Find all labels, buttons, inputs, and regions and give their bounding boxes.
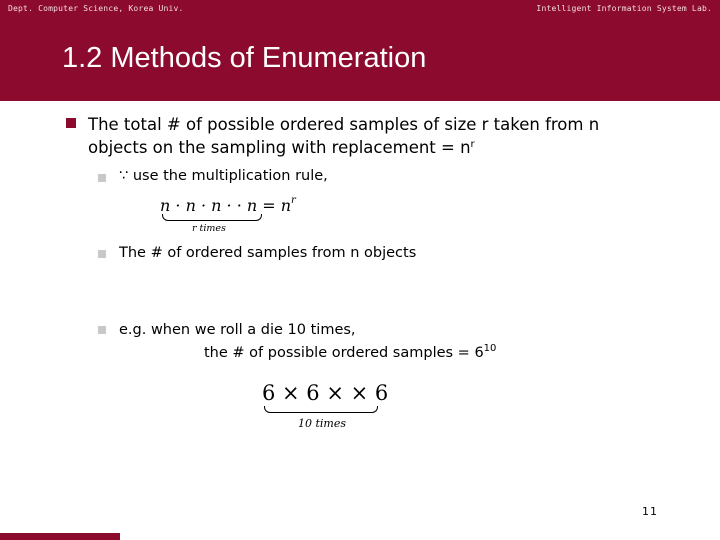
- sub-bullet-icon: [98, 174, 106, 182]
- header-bar: [0, 0, 720, 101]
- sub-bullet-3-cont-text: the # of possible ordered samples = 6: [204, 345, 484, 361]
- main-bullet-line2-text: objects on the sampling with replacement = n: [88, 138, 471, 157]
- formula-multiplication-exponent: r: [291, 195, 296, 206]
- main-bullet-line1: The total # of possible ordered samples of size r taken from n: [88, 115, 600, 134]
- formula-multiplication-brace: [162, 214, 262, 221]
- page-number: 11: [642, 505, 658, 518]
- sub-bullet-3: e.g. when we roll a die 10 times,: [119, 322, 356, 338]
- formula-die-rolls-label: 10 times: [298, 417, 347, 430]
- sub-bullet-icon: [98, 250, 106, 258]
- formula-die-rolls: 6 × 6 × × 6: [262, 381, 389, 405]
- header-lab: Intelligent Information System Lab.: [536, 4, 712, 13]
- sub-bullet-1: ∵ use the multiplication rule,: [119, 168, 328, 184]
- sub-bullet-icon: [98, 326, 106, 334]
- sub-bullet-3-exponent: 10: [483, 343, 497, 354]
- formula-multiplication-expr: n · n · n · · n = n: [160, 196, 292, 215]
- main-bullet-icon: [66, 118, 76, 128]
- formula-die-rolls-brace: [264, 406, 378, 413]
- main-bullet: [88, 113, 668, 159]
- main-bullet-exponent: r: [470, 139, 475, 150]
- sub-bullet-3-continuation: [204, 343, 496, 363]
- header-department: Dept. Computer Science, Korea Univ.: [8, 4, 184, 13]
- main-bullet-line2: [88, 136, 668, 159]
- slide-title: 1.2 Methods of Enumeration: [62, 42, 427, 74]
- formula-multiplication: [160, 196, 296, 215]
- sub-bullet-2: The # of ordered samples from n objects: [119, 245, 417, 261]
- formula-multiplication-label: r times: [192, 223, 226, 234]
- footer-accent-bar: [0, 533, 120, 540]
